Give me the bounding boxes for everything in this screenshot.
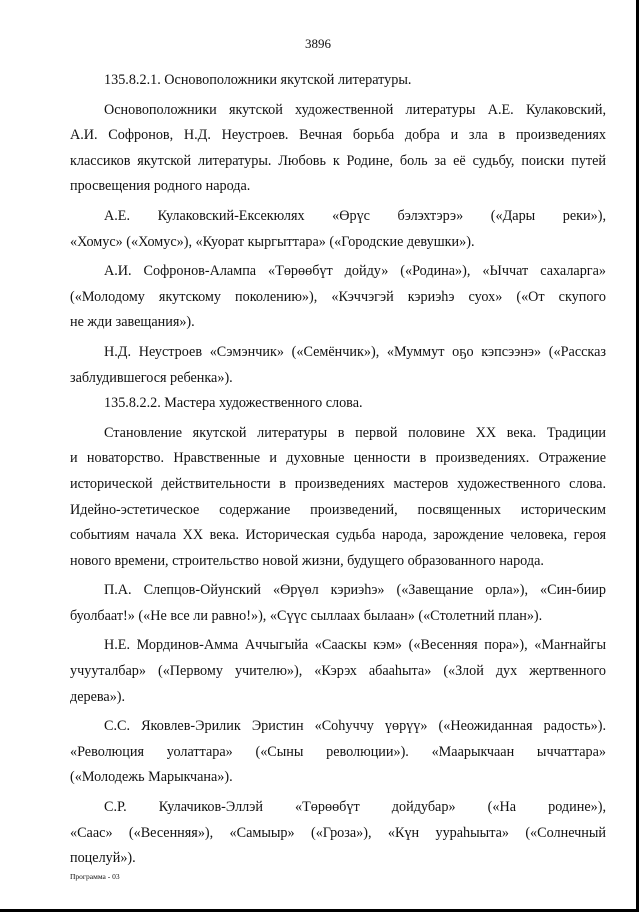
text-line: А.И. Софронов-Алампа «Төрөөбүт дойду» («Родина»), «Ыччат сахаларга» xyxy=(104,263,606,280)
text-line: исторической действительности в произведениях мастеров художественного слова. xyxy=(70,475,606,492)
paragraph xyxy=(70,421,606,575)
text-line: «Революция уолаттара» («Сыны революции»). «Маарыкчаан ыччаттара» xyxy=(70,743,606,760)
paragraph xyxy=(70,714,606,791)
text-line: А.Е. Кулаковский-Ексекюлях «Өрүс бэлэхтэрэ» («Дары реки»), xyxy=(104,207,606,224)
text-line: классиков якутской литературы. Любовь к Родине, боль за её судьбу, поиски путей xyxy=(70,152,606,169)
text-line: («Молодому якутскому поколению»), «Кэччэгэй кэриэһэ суох» («От скупого xyxy=(70,288,606,305)
section-heading xyxy=(70,68,606,94)
text-line: буолбаат!» («Не все ли равно!»), «Сүүс сыллаах былаан» («Столетний план»). xyxy=(70,607,543,624)
text-line: поцелуй»). xyxy=(70,850,136,867)
text-line: нового времени, строительство новой жизни, будущего образованного народа. xyxy=(70,552,544,569)
text-line: дерева»). xyxy=(70,688,126,705)
paragraph xyxy=(70,98,606,200)
text-line: 135.8.2.1. Основоположники якутской литературы. xyxy=(104,72,412,88)
text-line: «Хомус» («Хомус»), «Куорат кыргыттара» («Городские девушки»). xyxy=(70,233,475,250)
text-line: не жди завещания»). xyxy=(70,314,195,331)
text-line: и новаторство. Нравственные и духовные ценности в произведениях. Отражение xyxy=(70,450,606,467)
paragraph xyxy=(70,204,606,255)
text-line: событиям начала XX века. Историческая судьба народа, зарождение человека, героя xyxy=(70,527,606,544)
text-line: Основоположники якутской художественной литературы А.Е. Кулаковский, xyxy=(104,101,606,118)
page-number: 3896 xyxy=(305,36,331,51)
text-line: («Молодежь Марыкчана»). xyxy=(70,769,233,786)
paragraph xyxy=(70,340,606,391)
text-line: П.А. Слепцов-Ойунский «Өрүөл кэриэһэ» («Завещание орла»), «Син-биир xyxy=(104,582,606,599)
text-line: учууталбар» («Первому учителю»), «Кэрэх абааһыта» («Злой дух жертвенного xyxy=(70,663,606,680)
text-line: Становление якутской литературы в первой половине XX века. Традиции xyxy=(104,424,606,441)
paragraph xyxy=(70,578,606,629)
text-line: 135.8.2.2. Мастера художественного слова. xyxy=(104,395,363,412)
text-line: Н.Д. Неустроев «Сэмэнчик» («Семёнчик»), «Муммут оҕо кэпсээнэ» («Рассказ xyxy=(104,343,606,360)
footer-label: Программа - 03 xyxy=(70,872,120,881)
text-line: заблудившегося ребенка»). xyxy=(70,369,233,386)
text-line: просвещения родного народа. xyxy=(70,178,251,195)
section-heading xyxy=(70,391,606,417)
text-line: С.С. Яковлев-Эрилик Эристин «Соһуччу үөрүү» («Неожиданная радость»). xyxy=(104,718,606,735)
document-body xyxy=(70,68,606,872)
text-line: С.Р. Кулачиков-Эллэй «Төрөөбүт дойдубар» («На родине»), xyxy=(104,799,606,816)
paragraph xyxy=(70,633,606,710)
text-line: Н.Е. Мординов-Амма Аччыгыйа «Сааскы кэм» («Весенняя пора»), «Маҥнайгы xyxy=(104,637,606,654)
paragraph xyxy=(70,259,606,336)
text-line: «Саас» («Весенняя»), «Самыыр» («Гроза»), «Күн уураһыыта» («Солнечный xyxy=(70,824,606,841)
text-line: А.И. Софронов, Н.Д. Неустроев. Вечная борьба добра и зла в произведениях xyxy=(70,127,606,144)
text-line: Идейно-эстетическое содержание произведений, посвященных историческим xyxy=(70,501,606,518)
paragraph xyxy=(70,795,606,872)
